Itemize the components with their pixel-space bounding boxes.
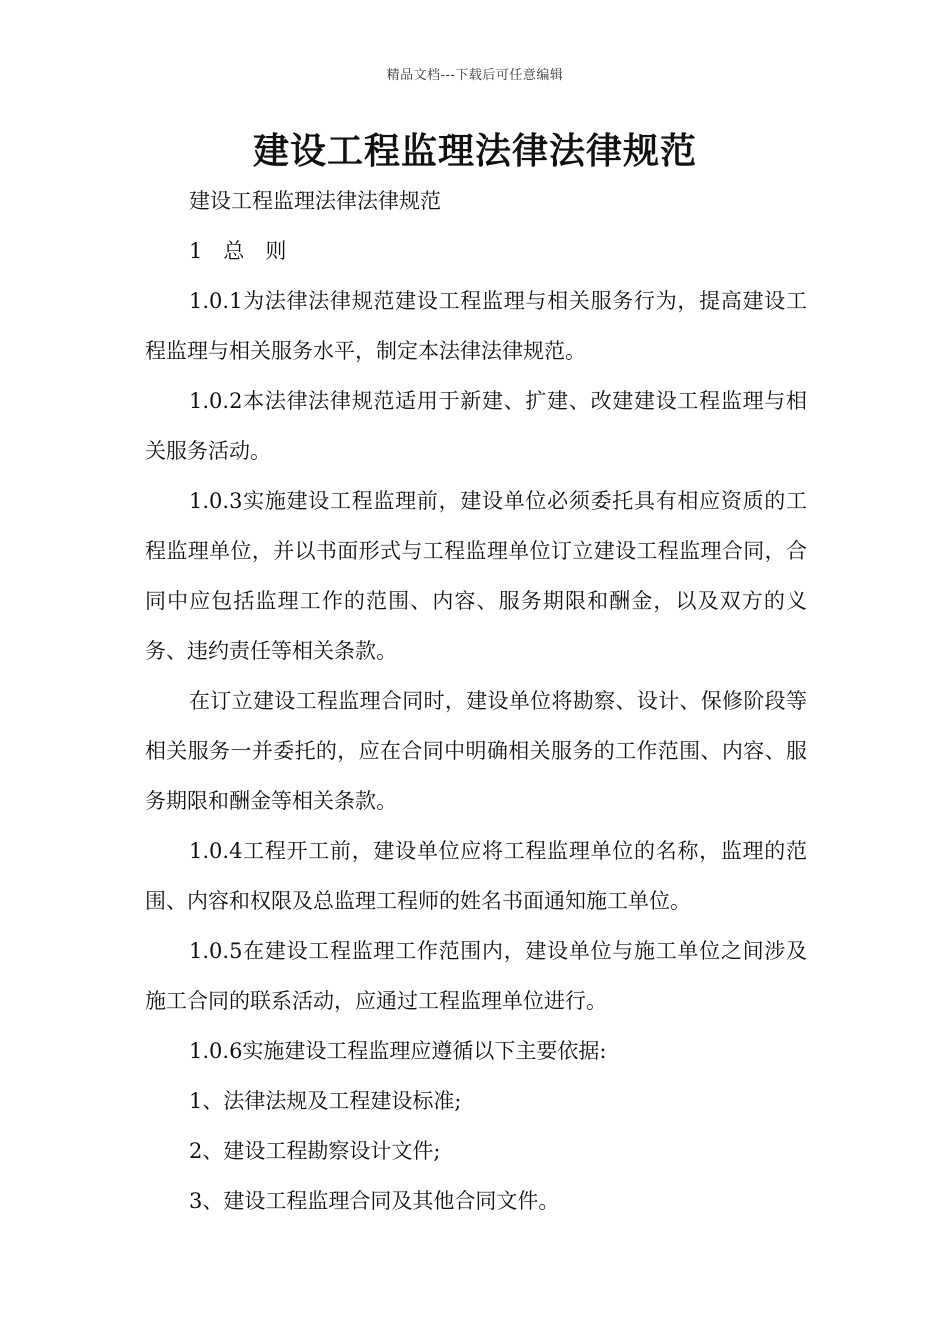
clause-1-0-6: 1.0.6实施建设工程监理应遵循以下主要依据: [189,1039,607,1063]
subtitle-paragraph: 建设工程监理法律法律规范 [189,189,441,213]
document-body [145,176,807,1226]
list-item-3: 3、建设工程监理合同及其他合同文件。 [189,1189,560,1213]
clause-1-0-1: 1.0.1为法律法律规范建设工程监理与相关服务行为，提高建设工程监理与相关服务水平，制定本法律法律规范。 [145,289,807,363]
clause-1-0-4: 1.0.4工程开工前，建设单位应将工程监理单位的名称，监理的范围、内容和权限及总监理工程师的姓名书面通知施工单位。 [145,839,807,913]
list-item-2: 2、建设工程勘察设计文件; [189,1139,441,1163]
document-title: 建设工程监理法律法律规范 [252,131,697,172]
chapter-heading: 1 总 则 [189,239,287,263]
list-item-1: 1、法律法规及工程建设标准; [189,1089,462,1113]
clause-1-0-3-continued: 在订立建设工程监理合同时，建设单位将勘察、设计、保修阶段等相关服务一并委托的，应在合同中明确相关服务的工作范围、内容、服务期限和酬金等相关条款。 [145,689,807,813]
clause-1-0-5: 1.0.5在建设工程监理工作范围内，建设单位与施工单位之间涉及施工合同的联系活动，应通过工程监理单位进行。 [145,939,807,1013]
clause-1-0-2: 1.0.2本法律法律规范适用于新建、扩建、改建建设工程监理与相关服务活动。 [145,389,807,463]
clause-1-0-3: 1.0.3实施建设工程监理前，建设单位必须委托具有相应资质的工程监理单位，并以书面形式与工程监理单位订立建设工程监理合同，合同中应包括监理工作的范围、内容、服务期限和酬金，以及双方的义务、违约责任等相关条款。 [145,489,807,663]
header-note: 精品文档---下载后可任意编辑 [386,68,564,83]
